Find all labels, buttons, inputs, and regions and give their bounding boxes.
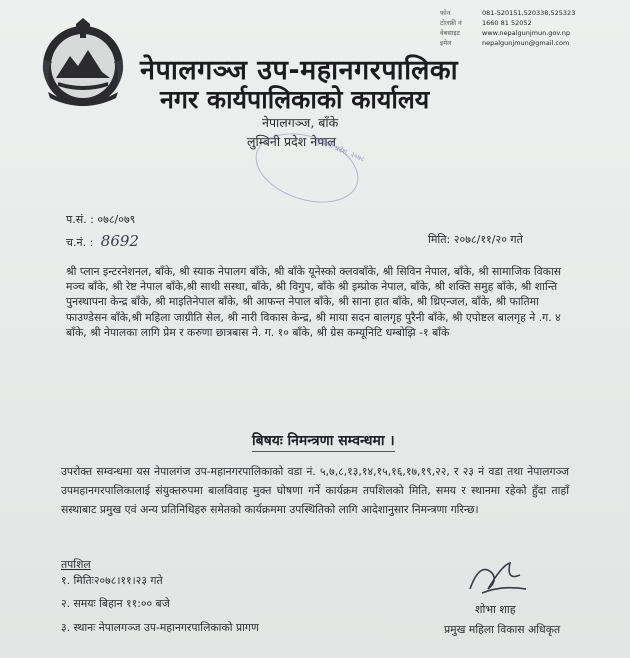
recipient-list: श्री प्लान इन्टरनेशनल, बाँके, श्री स्याक नेपालग बाँके, श्री बाँके यूनेस्को क्लवबाँके, श्री सिविन नेपाल, बाँके, श्री सामाजिक विकास मञ्च बाँके, श्री रेष्ट नेपाल बाँके,श्री साथी सस्था, बाँके, श्री विगुप, बाँके श्री इम्प्रोक नेपाल, बाँके, श्री शक्ति समुह बाँके, श्री शान्ति पुनस्थापना केन्द्र बाँके, श्री माइतिनेपाल बाँके, श्री आफन्त नेपाल बाँके, श्री साना हात बाँके, श्री थ्रिएन्जल, बाँके, श्री फातिमा फाउण्डेसन बाँके,श्री महिला जाग्रीति सेल, श्री नारी विकास केन्द्र, श्री माया सदन बालगृह पुरैनी बाँके, श्री एपोष्टल बालगृह ने .ग. ४ बाँके, श्री नेपालका लागि प्रेम र करुणा छात्रबास ने. ग. १० बाँके, श्री ग्रेस कम्यूनिटि धम्बोझि -१ बाँके bbox=[66, 265, 562, 339]
chalani-number: 8692 bbox=[100, 232, 139, 250]
address-line2: लुम्बिनी प्रदेश नेपाल bbox=[247, 134, 337, 149]
letter-body: उपरोक्त सम्वन्धमा यस नेपालगंज उप-महानगरपालिकाको वडा नं. ५,७,८,१३,१४,१५,१६,१७,१९,२२, र २३ नं वडा तथा नेपालगञ्ज उपमहानगरपालिकालाई संयुक्तरुपमा बालविवाह मुक्त घोषणा गर्ने कार्यक्रम तपशिलको मिति, समय र स्थानमा रहेको हुँदा ताहाँ सस्थाबाट प्रमुख एवं अन्य प्रतिनिधिहरु समेतको कार्यक्रममा उपस्थितिको लागि आदेशानुसार निमन्त्रणा गरिन्छ। bbox=[61, 465, 569, 516]
address-line1: नेपालगञ्ज, बाँके bbox=[262, 115, 339, 130]
signatory-name: शोभा शाह bbox=[475, 603, 516, 616]
org-name-line2: नगर कार्यपालिकाको कार्यालय bbox=[160, 85, 430, 114]
contact-block bbox=[440, 8, 575, 48]
handwritten-signature-icon bbox=[462, 555, 532, 599]
contact-phone: फोन 081-520151,520338,525323 bbox=[440, 9, 576, 17]
chalani-number-row bbox=[66, 232, 139, 250]
chalani-label: च.नं. : bbox=[66, 236, 94, 249]
patra-sankhya: प.सं. : ०७८/०७९ bbox=[66, 213, 136, 226]
details-heading: तपशिल bbox=[61, 558, 91, 571]
municipality-emblem-icon bbox=[36, 16, 130, 110]
signatory-designation: प्रमुख महिला विकास अधिकृत bbox=[444, 623, 561, 636]
contact-email: इमेल nepalgunjmun@gmail.com bbox=[440, 39, 570, 47]
contact-website: वेबसाइट www.nepalgunjmun.gov.np bbox=[440, 29, 571, 37]
detail-venue: ३. स्थानः नेपालगञ्ज उप-महानगरपालिकाको प्रागण bbox=[61, 621, 259, 634]
contact-tollfree: टोलफ्री नं 1660 81 52052 bbox=[440, 19, 532, 27]
detail-time: २. समयः बिहान ११:०० बजे bbox=[61, 597, 170, 610]
letter-date: मिति: २०७८/११/२० गते bbox=[428, 233, 523, 246]
subject-line: बिषयः निमन्त्रणा सम्वन्धमा । bbox=[252, 431, 395, 452]
detail-date: १. मितिः२०७८।११।२३ गते bbox=[61, 574, 163, 587]
org-name-line1: नेपालगञ्ज उप-महानगरपालिका bbox=[140, 55, 459, 86]
office-stamp-text: लुम्बिनी प्रदेश, २०७८ bbox=[314, 136, 366, 164]
